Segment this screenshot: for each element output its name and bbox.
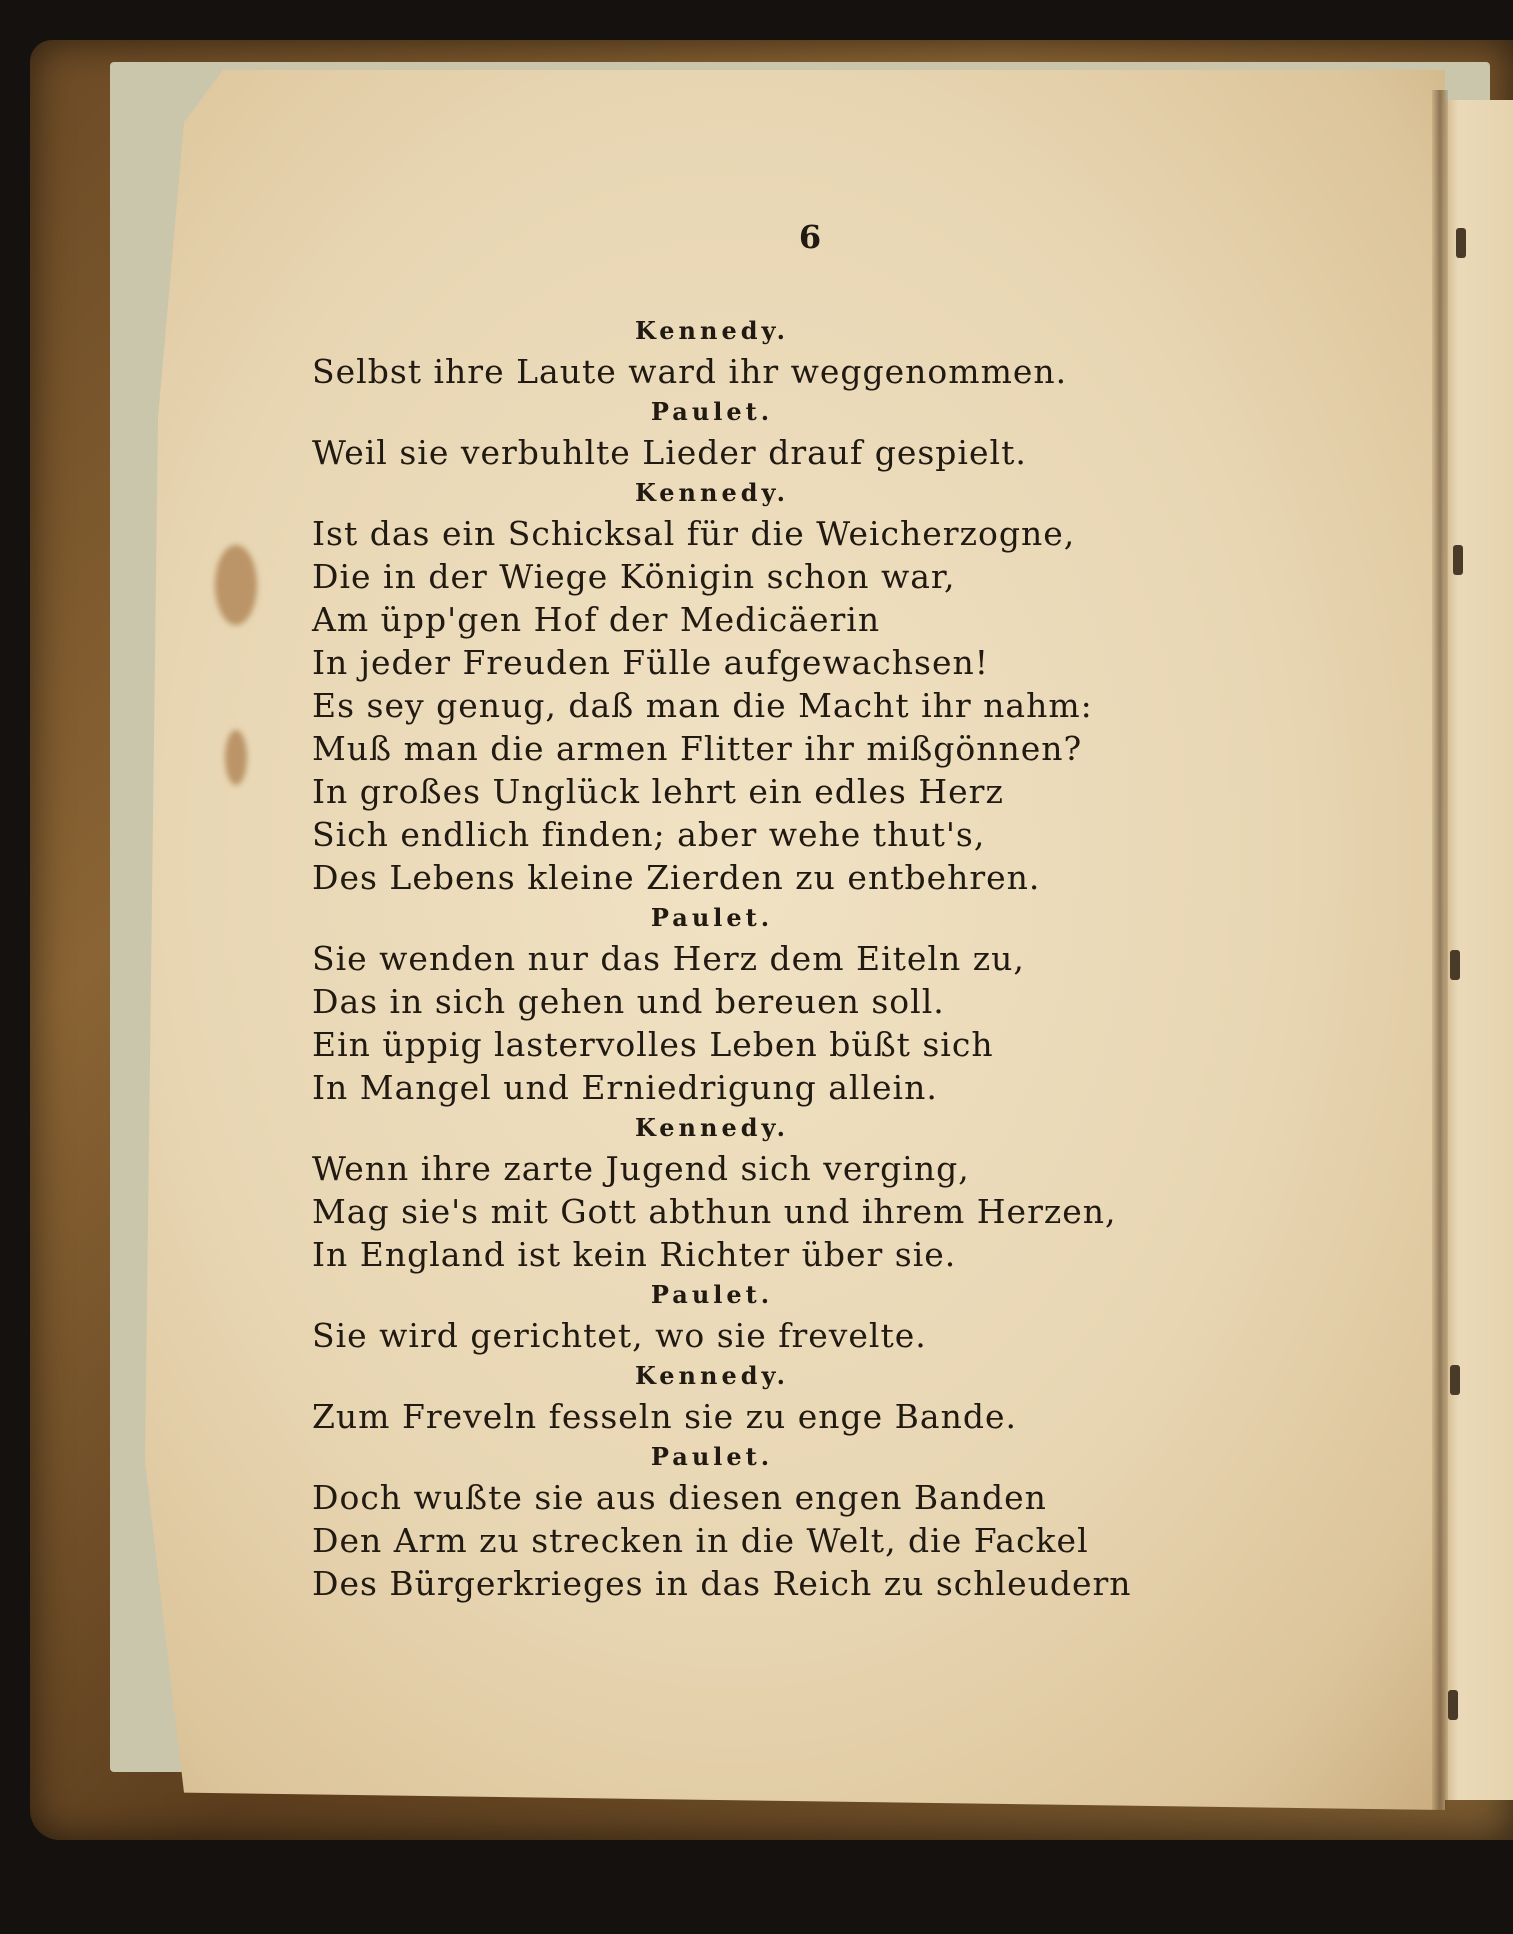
water-stain xyxy=(225,730,247,785)
verse-line: Des Bürgerkrieges in das Reich zu schleudern xyxy=(312,1564,1132,1603)
speaker-name: Paulet. xyxy=(650,1442,774,1471)
verse-line: In jeder Freuden Fülle aufgewachsen! xyxy=(312,643,990,682)
verse-line: Das in sich gehen und bereuen soll. xyxy=(312,982,945,1021)
binding-stitch xyxy=(1448,1690,1458,1720)
verse-line: Sie wird gerichtet, wo sie frevelte. xyxy=(312,1316,927,1355)
verse-line: Es sey genug, daß man die Macht ihr nahm: xyxy=(312,686,1093,725)
water-stain xyxy=(215,545,257,625)
speaker-name: Kennedy. xyxy=(634,478,790,507)
verse-line: In Mangel und Erniedrigung allein. xyxy=(312,1068,938,1107)
verse-line: Den Arm zu strecken in die Welt, die Fackel xyxy=(312,1521,1089,1560)
play-text xyxy=(312,220,1132,1605)
verse-line: Ist das ein Schicksal für die Weicherzogne, xyxy=(312,514,1076,553)
verse-line: Selbst ihre Laute ward ihr weggenommen. xyxy=(312,352,1068,391)
verse-line: Zum Freveln fesseln sie zu enge Bande. xyxy=(312,1397,1017,1436)
binding-stitch xyxy=(1450,1365,1460,1395)
binding-stitch xyxy=(1453,545,1463,575)
speaker-name: Kennedy. xyxy=(634,1113,790,1142)
verse-line: Doch wußte sie aus diesen engen Banden xyxy=(312,1478,1047,1517)
binding-stitch xyxy=(1456,228,1466,258)
verse-line: Ein üppig lastervolles Leben büßt sich xyxy=(312,1025,994,1064)
verse-line: Wenn ihre zarte Jugend sich verging, xyxy=(312,1149,970,1188)
binding-stitch xyxy=(1450,950,1460,980)
verse-line: Des Lebens kleine Zierden zu entbehren. xyxy=(312,858,1041,897)
verse-line: Muß man die armen Flitter ihr mißgönnen? xyxy=(312,729,1083,768)
speaker-name: Paulet. xyxy=(650,903,774,932)
verse-line: In großes Unglück lehrt ein edles Herz xyxy=(312,772,1004,811)
verse-line: Sie wenden nur das Herz dem Eiteln zu, xyxy=(312,939,1025,978)
gutter xyxy=(1432,90,1448,1810)
speaker-name: Paulet. xyxy=(650,397,774,426)
speaker-name: Paulet. xyxy=(650,1280,774,1309)
speaker-name: Kennedy. xyxy=(634,1361,790,1390)
verse-line: Die in der Wiege Königin schon war, xyxy=(312,557,956,596)
verse-line: Am üpp'gen Hof der Medicäerin xyxy=(312,600,881,639)
verse-line: Mag sie's mit Gott abthun und ihrem Herzen, xyxy=(312,1192,1117,1231)
verse-line: In England ist kein Richter über sie. xyxy=(312,1235,957,1274)
page-number: 6 xyxy=(798,218,822,256)
verse-line: Sich endlich finden; aber wehe thut's, xyxy=(312,815,986,854)
speaker-name: Kennedy. xyxy=(634,316,790,345)
verse-line: Weil sie verbuhlte Lieder drauf gespielt. xyxy=(312,433,1027,472)
